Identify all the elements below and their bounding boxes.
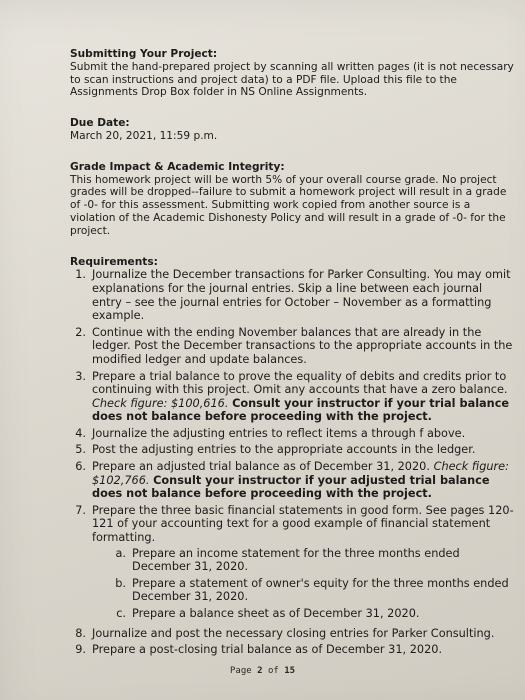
- submitting-title: Submitting Your Project:: [70, 48, 218, 60]
- requirement-item: [70, 504, 515, 624]
- requirement-item: [70, 643, 515, 657]
- requirement-text-block: [92, 370, 515, 424]
- requirement-text: Prepare the three basic financial statements in good form. See pages 120-121 of your accounting text for a good example of financial statement formatting.: [92, 503, 514, 545]
- requirement-number: 3.: [75, 369, 86, 383]
- submitting-section: [70, 48, 515, 99]
- sub-requirement-item: [92, 607, 515, 621]
- submitting-body: Submit the hand-prepared project by scanning all written pages (it is not necessary to scan instructions and project data) to a PDF file. Upload this file to the Assignments Drop Box folder in NS Online Assignments.: [70, 60, 514, 99]
- requirement-text: Prepare a trial balance to prove the equality of debits and credits prior to continuing with this project. Omit any accounts that have a zero balance.: [92, 369, 508, 397]
- of-word: of: [267, 666, 279, 676]
- sub-requirement-item: [92, 577, 515, 604]
- consult-note: Consult your instructor if your trial balance does not balance before proceeding with the project.: [92, 396, 510, 424]
- sub-requirement-letter: c.: [116, 607, 126, 621]
- requirement-item: [70, 326, 515, 367]
- page-word: Page: [230, 666, 252, 676]
- requirement-number: 5.: [75, 443, 86, 457]
- requirement-text: Continue with the ending November balances that are already in the ledger. Post the December transactions to the appropriate accounts in the modified ledger and update balances.: [92, 325, 513, 366]
- sub-requirement-item: [92, 547, 515, 574]
- sub-requirement-text: Prepare a statement of owner's equity for the three months ended December 31, 2020.: [132, 576, 509, 604]
- requirement-item: [70, 627, 515, 641]
- requirement-text: Journalize and post the necessary closing entries for Parker Consulting.: [92, 626, 495, 640]
- requirement-number: 6.: [75, 460, 86, 474]
- requirement-item: [70, 460, 515, 501]
- check-figure: Check figure: $100,616.: [92, 396, 229, 410]
- requirements-section: [70, 256, 515, 657]
- sub-requirements-list: [92, 547, 515, 621]
- page-indicator: [230, 666, 295, 676]
- due-date: March 20, 2021, 11:59 p.m.: [70, 129, 218, 142]
- requirement-text: Prepare a post-closing trial balance as of December 31, 2020.: [92, 643, 443, 657]
- consult-note: Consult your instructor if your adjusted trial balance does not balance before proceeding with the project.: [92, 473, 490, 501]
- grade-title: Grade Impact & Academic Integrity:: [70, 160, 285, 173]
- requirement-number: 4.: [75, 426, 86, 440]
- page-number: 2: [257, 666, 263, 676]
- sub-requirement-text: Prepare an income statement for the three months ended December 31, 2020.: [132, 546, 460, 574]
- requirement-item: [70, 427, 515, 441]
- requirement-text: Journalize the December transactions for Parker Consulting. You may omit explanations for the journal entries. Skip a line between each journal entry – see the journal entries for October – November as a formatting example.: [92, 268, 511, 323]
- requirement-number: 1.: [75, 268, 86, 282]
- requirement-text-block: [92, 504, 515, 624]
- requirements-title: Requirements:: [70, 255, 158, 268]
- page-total: 15: [284, 666, 296, 676]
- requirement-number: 8.: [75, 626, 86, 640]
- grade-body: This homework project will be worth 5% of your overall course grade. No project grades will be dropped--failure to submit a homework project will result in a grade of -0- for this assessment. Submitting work copied from another source is a violation of the Academic Dishonesty Policy and will result in a grade of -0- for the project.: [70, 173, 507, 237]
- sub-requirement-text: Prepare a balance sheet as of December 31, 2020.: [132, 607, 420, 621]
- due-section: [70, 117, 515, 143]
- requirement-text: Prepare an adjusted trial balance as of December 31, 2020.: [92, 460, 430, 474]
- requirement-number: 7.: [75, 503, 86, 517]
- requirements-list: [70, 268, 515, 656]
- document-content: [70, 48, 515, 675]
- sub-requirement-letter: a.: [115, 546, 126, 560]
- check-figure: Check figure: $102,766.: [92, 460, 509, 487]
- requirement-text-block: [92, 460, 515, 501]
- requirement-number: 9.: [75, 643, 86, 657]
- requirement-number: 2.: [75, 325, 86, 339]
- requirement-item: [70, 443, 515, 457]
- requirement-item: [70, 370, 515, 424]
- due-title: Due Date:: [70, 117, 130, 130]
- requirement-text: Post the adjusting entries to the appropriate accounts in the ledger.: [92, 443, 476, 457]
- grade-section: [70, 161, 515, 238]
- requirement-text: Journalize the adjusting entries to reflect items a through f above.: [92, 426, 466, 440]
- sub-requirement-letter: b.: [115, 576, 126, 590]
- requirement-item: [70, 268, 515, 322]
